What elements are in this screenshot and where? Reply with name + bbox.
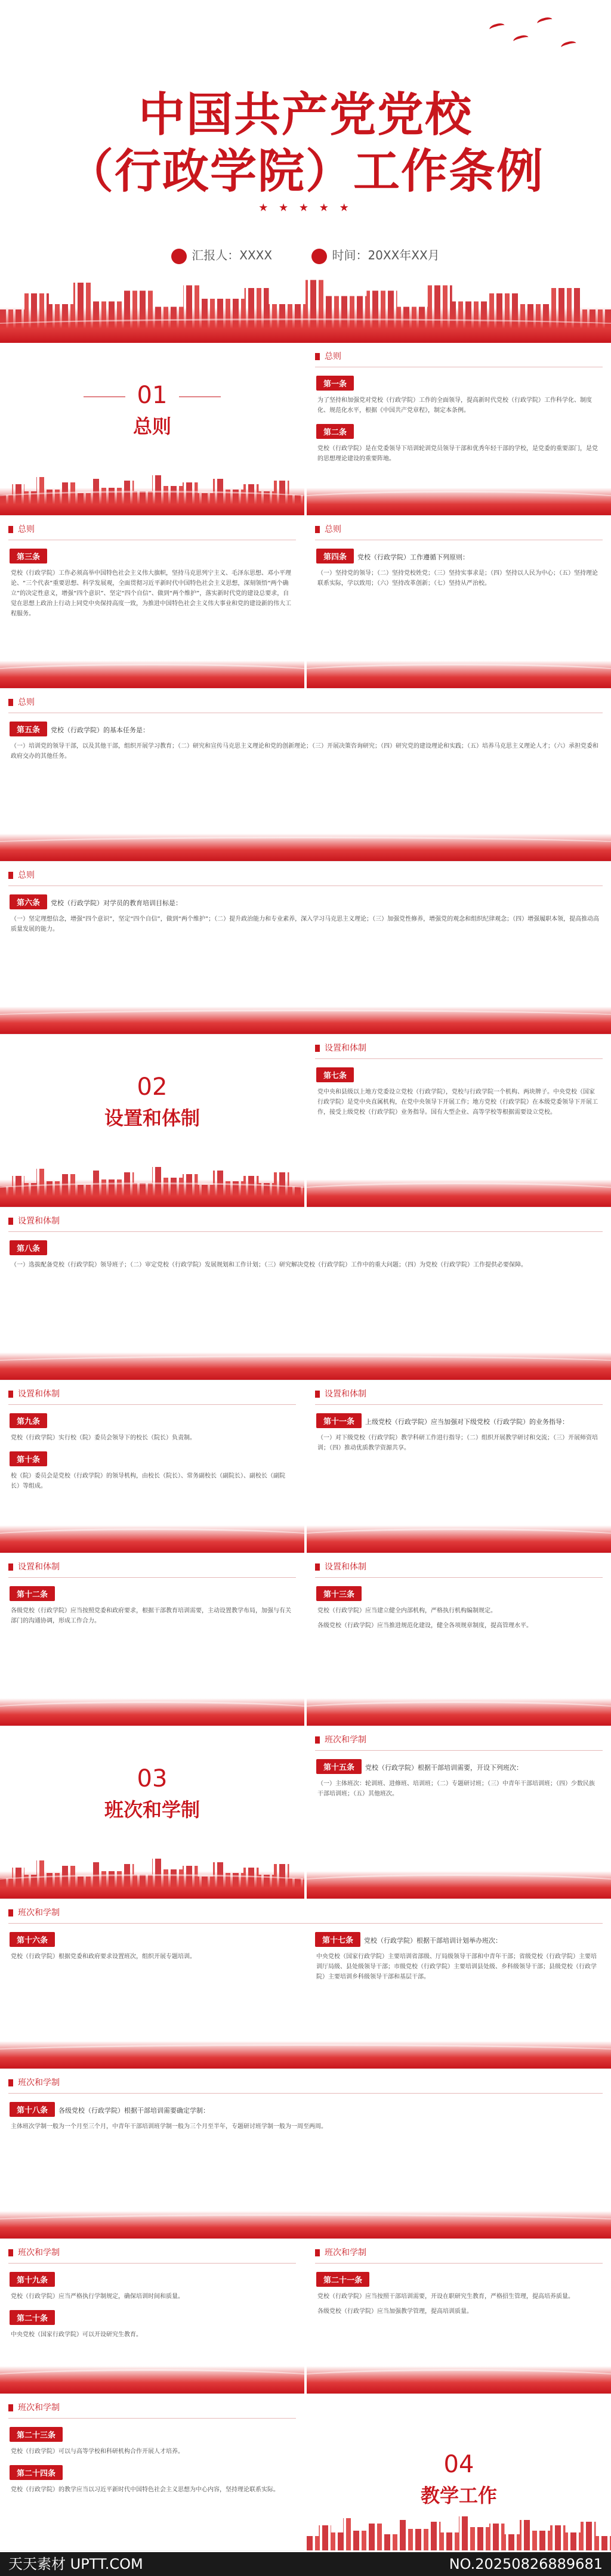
article-text: 党校（行政学院）根据党委和政府要求设置班次，组织开展专题培训。 [11,1953,196,1960]
bird-icon [489,22,505,33]
article-label: 第二十条 [10,2310,55,2325]
article-label: 第四条 [316,549,354,564]
article-title: 上级党校（行政学院）应当加强对下级党校（行政学院）的业务指导： [365,1418,569,1426]
slide-article-16-17 [0,1902,611,2069]
article-text: 党校（行政学院）可以与高等学校和科研机构合作开展人才培养。 [11,2448,184,2455]
slide-header: 班次和学制 [0,2397,304,2419]
slide-article-7 [307,1038,611,1208]
red-wave [0,2211,611,2238]
article-label: 第十五条 [316,1759,362,1774]
slide-article-5 [0,692,611,862]
article-text: （一）主体班次：轮训班、进修班、培训班；（二）专题研讨班；（三）中青年干部培训班；（四）少数民族干部培训班；（五）其他班次。 [317,1781,595,1797]
article-text: 党校（行政学院）应当按照干部培训需要，开设在职研究生教育，严格招生管理，提高培养质量。 [317,2293,574,2300]
bird-icon [513,34,529,45]
article-text: 党中央和县级以上地方党委设立党校（行政学院），党校与行政学院一个机构、两块牌子。中央党校（国家行政学院）是党中央直属机构，在党中央领导下开展工作；地方党校（行政学院）在本级党委领导下开展工作，接受上级党校（行政学院）业务指导。国有大型企业、高等学校等根据需要设立党校。 [317,1089,598,1116]
slide-article-3 [0,519,304,689]
article-label: 第二十三条 [10,2427,63,2442]
article-label: 第十二条 [10,1586,55,1601]
red-wave [0,2041,611,2069]
red-wave [0,307,611,343]
slide-article-21-22 [307,2242,611,2394]
cover-slide [0,0,611,343]
article-text: 党校（行政学院）的教学应当以习近平新时代中国特色社会主义思想为中心内容，坚持理论联系实际。 [11,2487,279,2493]
red-wave [0,1698,304,1726]
watermark-left: 天天素材 UPTT.COM [8,2556,143,2572]
slide-article-19-20 [0,2242,304,2394]
red-wave [0,661,304,688]
slide-header: 班次和学制 [307,2242,611,2264]
section-slide-1 [0,346,304,516]
section-number: 01 [137,382,168,409]
reporter-block [171,248,272,262]
article-text: 中央党校（国家行政学院）可以开设研究生教育。 [11,2332,142,2338]
slide-article-18 [0,2072,611,2239]
article-text: （一）坚定理想信念，增强“四个意识”，坚定“四个自信”，做到“两个维护”；（二）提升政治能力和专业素养，深入学习马克思主义理论；（三）加强党性修养，增强党的观念和组织纪律观念；（四）增强履职本领，提高推动高质量发展的能力。 [11,916,600,933]
section-number: 02 [137,1073,168,1101]
article-text: （一）对下级党校（行政学院）教学科研工作进行指导；（二）组织开展教学研讨和交流；（三）开展师资培训；（四）推动优质教学资源共享。 [317,1435,598,1451]
article-text: 各级党校（行政学院）应当按照党委和政府要求，根据干部教育培训需要，主动设置教学布局，加强与有关部门的沟通协调，形成工作合力。 [11,1608,291,1624]
red-wave [307,1871,611,1899]
article-title: 各级党校（行政学院）根据干部培训需要确定学制： [58,2107,210,2114]
article-text: 党校（行政学院）应当建立健全内部机构，严格执行机构编制规定。 [317,1608,496,1614]
bird-icon [536,16,553,27]
article-label: 第九条 [10,1413,47,1428]
watermark-right: NO.20250826889681 [449,2556,603,2572]
red-wave [0,1525,304,1553]
red-wave [307,2366,611,2394]
city-skyline [307,2515,611,2550]
slide-article-9-10 [0,1383,304,1553]
article-label: 第十三条 [316,1586,362,1601]
section-slide-3 [0,1729,304,1899]
slide-header: 班次和学制 [307,1729,611,1751]
slide-article-15 [307,1729,611,1899]
slide-header: 设置和体制 [0,1210,611,1232]
slide-header: 总则 [0,692,611,713]
slide-header: 总则 [0,865,611,886]
slide-header: 班次和学制 [0,2072,611,2094]
reporter: 汇报人：XXXX [192,248,273,262]
slide-header: 班次和学制 [0,1902,611,1924]
red-wave [0,488,304,515]
article-text: （一）坚持党的领导；（二）坚持党校姓党；（三）坚持实事求是；（四）坚持以人民为中心；（五）坚持理论联系实际，学以致用；（六）坚持改革创新；（七）坚持从严治校。 [317,570,598,587]
article-label: 第二十一条 [316,2272,369,2287]
article-text: 各级党校（行政学院）应当推进规范化建设，健全各项规章制度，提高管理水平。 [317,1623,532,1629]
article-text: 主体班次学制一般为一个月至三个月，中青年干部培训班学制一般为三个月至半年，专题研讨班学制一般为一周至两周。 [11,2123,327,2130]
article-text: 党校（行政学院）工作必须高举中国特色社会主义伟大旗帜，坚持马克思列宁主义、毛泽东思想、邓小平理论、“三个代表”重要思想、科学发展观，全面贯彻习近平新时代中国特色社会主义思想，深刻领悟“两个确立”的决定性意义，增强“四个意识”、坚定“四个自信”、做到“两个维护”，落实新时代党的建设总要求，自觉在思想上政治上行动上同党中央保持高度一致，为推进中国特色社会主义伟大事业和党的建设新的伟大工程服务。 [11,570,291,617]
cover-meta [0,246,611,264]
red-wave [307,661,611,688]
red-wave [0,1007,611,1034]
article-text: 各级党校（行政学院）应当加强教学管理，提高培训质量。 [317,2308,473,2315]
slide-header: 总则 [307,519,611,540]
red-wave [0,1352,611,1380]
article-label: 第一条 [316,376,354,391]
slide-header: 班次和学制 [0,2242,304,2264]
article-label: 第十七条 [315,1932,360,1947]
article-label: 第八条 [10,1240,47,1255]
section-name: 设置和体制 [104,1107,200,1129]
slide-header: 设置和体制 [0,1556,304,1578]
red-wave [307,1179,611,1207]
red-wave [0,834,611,861]
article-text: （一）培训党的领导干部，以及其他干部，组织开展学习教育；（二）研究和宣传马克思主义理论和党的创新理论；（三）开展决策咨询研究；（四）研究党的建设理论和实践；（五）培养马克思主义理论人才；（六）承担党委和政府交办的其他任务。 [11,743,598,760]
bird-icon [560,40,577,51]
slide-article-6 [0,865,611,1035]
red-wave [307,1525,611,1553]
red-wave [307,488,611,515]
article-title: 党校（行政学院）的基本任务是： [51,726,150,734]
two-column [0,1924,611,1982]
red-wave [0,1179,304,1207]
article-text: 为了坚持和加强党对党校（行政学院）工作的全面领导，提高新时代党校（行政学院）工作科学化、制度化、规范化水平，根据《中国共产党章程》，制定本条例。 [317,397,592,414]
article-text: 党校（行政学院）是在党委领导下培训轮训党员领导干部和优秀年轻干部的学校，是党委的重要部门，是党的思想理论建设的重要阵地。 [317,445,598,462]
time: 时间：20XX年XX月 [332,248,440,262]
section-name: 教学工作 [420,2484,497,2507]
slide-header: 设置和体制 [307,1038,611,1059]
article-text: 中央党校（国家行政学院）主要培训省部级、厅局级领导干部和中青年干部；省级党校（行政学院）主要培训厅局级、县处级领导干部；市级党校（行政学院）主要培训县处级、乡科级领导干部；县级党校（行政学院）主要培训乡科级领导干部和基层干部。 [316,1953,597,1980]
article-title: 党校（行政学院）工作遵循下列原则： [357,553,470,561]
slide-article-23-24 [0,2397,304,2551]
article-label: 第六条 [10,894,47,909]
slide-article-4 [307,519,611,689]
slide-header: 设置和体制 [0,1383,304,1405]
slide-article-12 [0,1556,304,1726]
article-text: （一）选拔配备党校（行政学院）领导班子；（二）审定党校（行政学院）发展规划和工作计划；（三）研究解决党校（行政学院）工作中的重大问题；（四）为党校（行政学院）工作提供必要保障。 [11,1262,527,1268]
article-label: 第七条 [316,1067,354,1082]
section-number: 03 [137,1765,168,1792]
slide-header: 总则 [307,346,611,367]
slide-header: 设置和体制 [307,1383,611,1405]
article-label: 第十条 [10,1451,47,1466]
section-slide-2 [0,1038,304,1208]
article-label: 第三条 [10,549,47,564]
article-title: 党校（行政学院）根据干部培训需要，开设下列班次： [365,1764,523,1772]
article-label: 第二条 [316,424,354,439]
article-title: 党校（行政学院）根据干部培训计划举办班次： [364,1937,502,1945]
slide-article-1-2 [307,346,611,516]
section-number: 04 [443,2451,474,2478]
watermark-bar [0,2552,611,2576]
article-text: 党校（行政学院）应当严格执行学制规定，确保培训时间和质量。 [11,2293,184,2300]
article-text: 校（院）委员会是党校（行政学院）的领导机构，由校长（院长）、常务副校长（副院长）、副校长（副院长）等组成。 [11,1473,285,1490]
section-name: 总则 [132,415,171,438]
article-label: 第十九条 [10,2272,55,2287]
article-label: 第十八条 [10,2102,55,2117]
cover-title-line2: （行政学院）工作条例 [66,145,544,199]
red-wave [0,1871,304,1899]
section-slide-4 [307,2397,611,2551]
article-label: 第十一条 [316,1413,362,1428]
cover-title-line1: 中国共产党党校 [138,88,473,142]
slide-article-8 [0,1210,611,1380]
time-block [311,248,439,262]
user-icon [171,249,187,264]
article-title: 党校（行政学院）对学员的教育培训目标是： [51,899,183,907]
section-name: 班次和学制 [104,1798,200,1821]
article-label: 第二十四条 [10,2465,63,2480]
slide-header: 总则 [0,519,304,540]
red-wave [307,1698,611,1726]
red-wave [0,2366,304,2394]
slide-article-11 [307,1383,611,1553]
article-label: 第十六条 [10,1932,55,1947]
article-text: 党校（行政学院）实行校（院）委员会领导下的校长（院长）负责制。 [11,1435,196,1441]
slide-header: 设置和体制 [307,1556,611,1578]
clock-icon [311,249,327,264]
stars-decoration: ★ ★ ★ ★ ★ [258,202,353,214]
article-label: 第五条 [10,722,47,736]
slide-article-13-14 [307,1556,611,1726]
